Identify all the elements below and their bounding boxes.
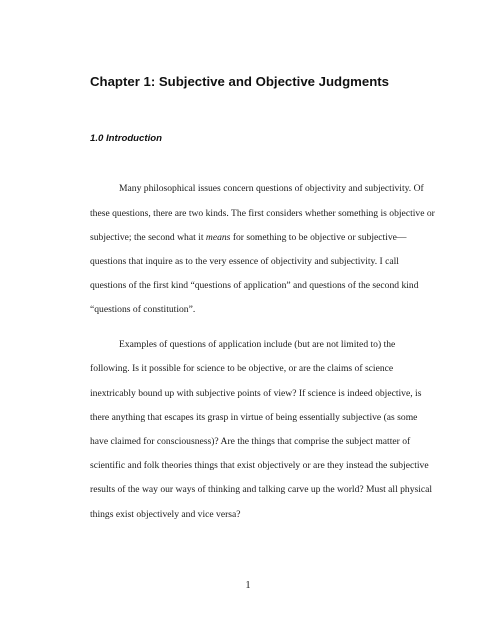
paragraph-line: Examples of questions of application include (but are not limited to) the — [119, 339, 396, 350]
paragraph-line: things exist objectively and vice versa? — [90, 509, 241, 520]
paragraph-line: “questions of constitution”. — [90, 304, 196, 315]
paragraph-line: Many philosophical issues concern questions of objectivity and subjectivity. Of — [119, 183, 424, 194]
paragraph-line: questions of the first kind “questions of application” and questions of the second kind — [90, 280, 419, 291]
paragraph-line: scientific and folk theories things that exist objectively or are they instead the subjective — [90, 460, 429, 471]
paragraph-line: results of the way our ways of thinking and talking carve up the world? Must all physical — [90, 484, 433, 495]
paragraph-line: there anything that escapes its grasp in virtue of being essentially subjective (as some — [90, 412, 418, 423]
section-title: 1.0 Introduction — [90, 133, 162, 144]
paragraph-line — [90, 232, 407, 244]
paragraph-line: have claimed for consciousness)? Are the things that comprise the subject matter of — [90, 436, 411, 447]
emphasized-text: means — [205, 232, 231, 243]
paragraph-line: questions that inquire as to the very essence of objectivity and subjectivity. I call — [90, 256, 399, 267]
paragraph-line: inextricably bound up with subjective points of view? If science is indeed objective, is — [90, 388, 422, 399]
page-number: 1 — [245, 580, 251, 591]
chapter-title: Chapter 1: Subjective and Objective Judgments — [90, 74, 389, 89]
text-run: for something to be objective or subjective— — [230, 232, 407, 243]
text-run: subjective; the second what it — [90, 232, 206, 243]
paragraph-line: following. Is it possible for science to be objective, or are the claims of science — [90, 363, 394, 374]
paragraph-line: these questions, there are two kinds. The first considers whether something is objective or — [90, 208, 435, 219]
